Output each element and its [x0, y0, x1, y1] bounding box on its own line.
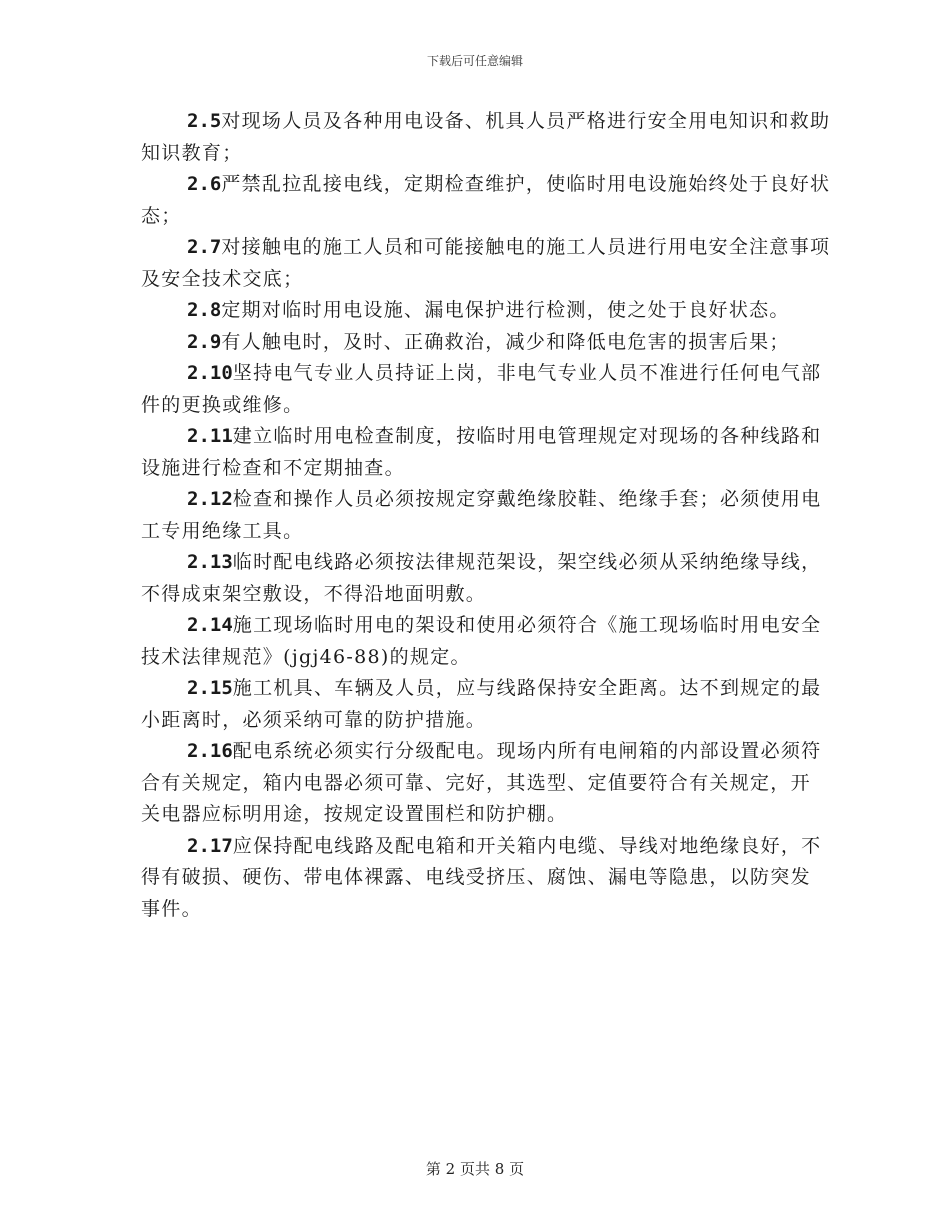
clause-text: 配电系统必须实行分级配电。现场内所有电闸箱的内部设置必须符合有关规定，箱内电器必须可靠、完好，其选型、定值要符合有关规定，开关电器应标明用途，按规定设置围栏和防护棚。 [141, 740, 822, 825]
clause-number: 2.16 [187, 740, 233, 762]
clause-text: 坚持电气专业人员持证上岗，非电气专业人员不准进行任何电气部件的更换或维修。 [141, 362, 822, 416]
clause-text: 定期对临时用电设施、漏电保护进行检测，使之处于良好状态。 [221, 299, 790, 321]
clause-2-13 [141, 547, 831, 610]
document-body [141, 106, 831, 925]
clause-number: 2.5 [187, 110, 222, 132]
clause-2-12 [141, 484, 831, 547]
clause-number: 2.7 [187, 236, 222, 258]
clause-2-8 [141, 295, 831, 327]
clause-2-10 [141, 358, 831, 421]
clause-2-5 [141, 106, 831, 169]
clause-number: 2.8 [187, 299, 222, 321]
clause-number: 2.13 [187, 551, 233, 573]
page-footer: 第 2 页共 8 页 [425, 1160, 525, 1178]
clause-2-16 [141, 736, 831, 831]
clause-text: 对现场人员及各种用电设备、机具人员严格进行安全用电知识和救助知识教育； [141, 110, 831, 164]
clause-number: 2.12 [187, 488, 233, 510]
clause-text: 临时配电线路必须按法律规范架设，架空线必须从采纳绝缘导线，不得成束架空敷设，不得沿地面明敷。 [141, 551, 822, 605]
clause-number: 2.6 [187, 173, 222, 195]
clause-text: 对接触电的施工人员和可能接触电的施工人员进行用电安全注意事项及安全技术交底； [141, 236, 831, 290]
clause-text: 施工机具、车辆及人员，应与线路保持安全距离。达不到规定的最小距离时，必须采纳可靠的防护措施。 [141, 677, 822, 731]
clause-2-6 [141, 169, 831, 232]
clause-text: 有人触电时，及时、正确救治，减少和降低电危害的损害后果； [221, 330, 790, 353]
clause-text: 施工现场临时用电的架设和使用必须符合《施工现场临时用电安全技术法律规范》(jgj46-88)的规定。 [141, 614, 822, 668]
clause-text: 检查和操作人员必须按规定穿戴绝缘胶鞋、绝缘手套；必须使用电工专用绝缘工具。 [141, 488, 822, 542]
clause-2-17 [141, 831, 831, 926]
clause-2-9 [141, 327, 831, 359]
clause-number: 2.17 [187, 834, 233, 857]
clause-2-15 [141, 673, 831, 736]
clause-text: 严禁乱拉乱接电线，定期检查维护，使临时用电设施始终处于良好状态； [141, 173, 831, 227]
clause-number: 2.10 [187, 362, 233, 384]
clause-number: 2.14 [187, 614, 233, 636]
clause-number: 2.11 [187, 425, 233, 447]
clause-2-14 [141, 610, 831, 673]
clause-text: 建立临时用电检查制度，按临时用电管理规定对现场的各种线路和设施进行检查和不定期抽查。 [141, 425, 822, 479]
clause-number: 2.15 [187, 677, 233, 699]
clause-text: 应保持配电线路及配电箱和开关箱内电缆、导线对地绝缘良好，不得有破损、硬伤、带电体裸露、电线受挤压、腐蚀、漏电等隐患，以防突发事件。 [141, 834, 822, 920]
clause-2-11 [141, 421, 831, 484]
clause-number: 2.9 [187, 330, 222, 353]
page-header: 下载后可任意编辑 [426, 54, 523, 68]
clause-2-7 [141, 232, 831, 295]
